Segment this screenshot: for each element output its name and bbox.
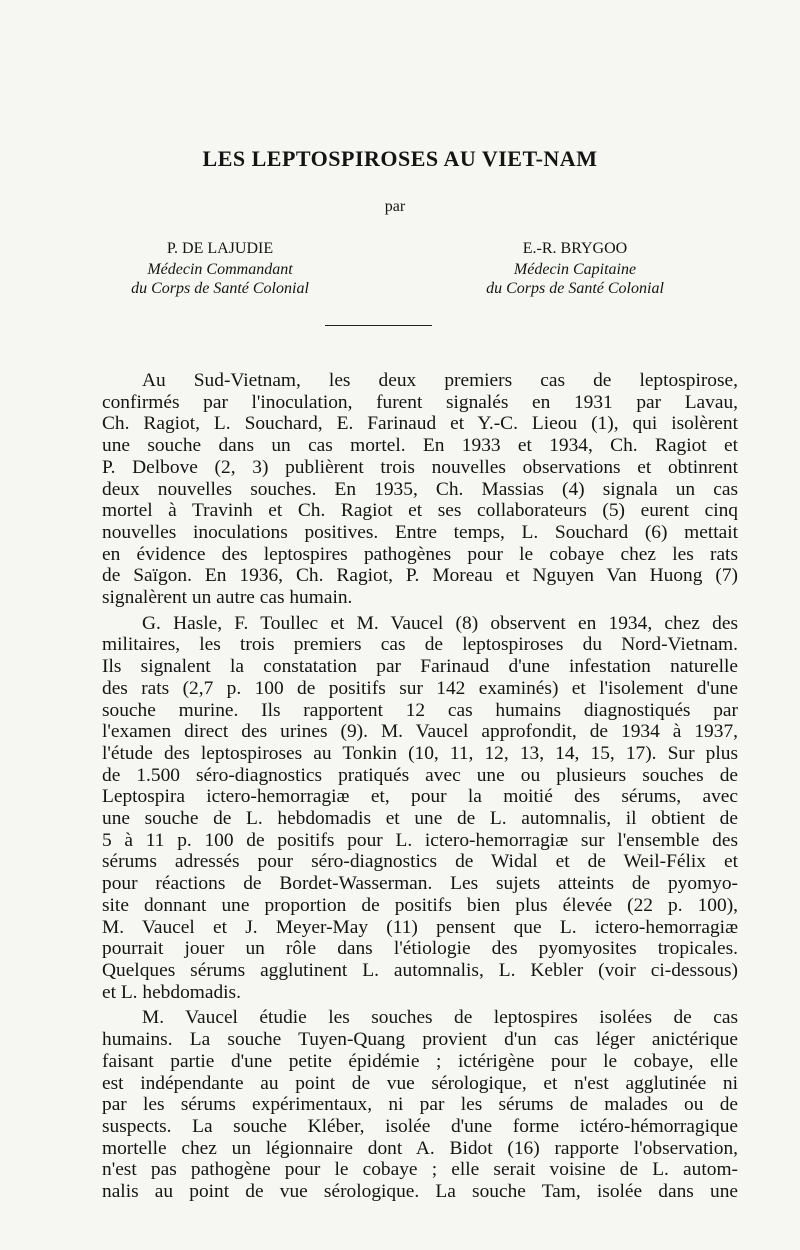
text-line: 5 à 11 p. 100 de positifs pour L. ictero-hemorragiæ sur l'ensemble des — [102, 829, 738, 851]
text-line: Ils signalent la constatation par Farinaud d'une infestation naturelle — [102, 656, 738, 678]
article-body — [62, 370, 738, 1203]
text-line: pourrait jouer un rôle dans l'étiologie des pyomyosites tropicales. — [102, 938, 738, 960]
separator-rule — [325, 325, 432, 326]
text-line: mortelle chez un légionnaire dont A. Bidot (16) rapporte l'observation, — [102, 1137, 738, 1159]
text-line: et L. hebdomadis. — [102, 981, 241, 1003]
text-line: par les sérums expérimentaux, ni par les sérums de malades ou de — [102, 1094, 738, 1116]
text-line: P. Delbove (2, 3) publièrent trois nouvelles observations et obtinrent — [102, 456, 738, 478]
text-line: l'étude des leptospiroses au Tonkin (10, 11, 12, 13, 14, 15, 17). Sur plus — [102, 742, 738, 764]
by-line: par — [384, 198, 406, 215]
author-corps: du Corps de Santé Colonial — [486, 280, 664, 297]
text-line: en évidence des leptospires pathogènes pour le cobaye chez les rats — [102, 543, 738, 565]
author-rank: Médecin Capitaine — [513, 261, 637, 278]
text-line: deux nouvelles souches. En 1935, Ch. Massias (4) signala un cas — [102, 478, 738, 500]
text-line: mortel à Travinh et Ch. Ragiot et ses collaborateurs (5) eurent cinq — [102, 500, 738, 522]
text-line: nalis au point de vue sérologique. La souche Tam, isolée dans une — [102, 1181, 738, 1203]
text-line: M. Vaucel et J. Meyer-May (11) pensent que L. ictero-hemorragiæ — [102, 916, 738, 938]
text-line: Leptospira ictero-hemorragiæ et, pour la moitié des sérums, avec — [102, 786, 738, 808]
text-line: M. Vaucel étudie les souches de leptospires isolées de cas — [142, 1007, 738, 1029]
paragraph-3 — [62, 1007, 738, 1202]
paragraph-1 — [62, 370, 738, 609]
text-line: confirmés par l'inoculation, furent signalés en 1931 par Lavau, — [102, 391, 738, 413]
text-line: Au Sud-Vietnam, les deux premiers cas de leptospirose, — [142, 370, 738, 391]
text-line: de Saïgon. En 1936, Ch. Ragiot, P. Moreau et Nguyen Van Huong (7) — [102, 565, 738, 587]
text-line: site donnant une proportion de positifs bien plus élevée (22 p. 100), — [102, 894, 738, 916]
text-line: l'examen direct des urines (9). M. Vaucel approfondit, de 1934 à 1937, — [102, 721, 738, 743]
article-title: LES LEPTOSPIROSES AU VIET-NAM — [202, 146, 598, 171]
text-line: suspects. La souche Kléber, isolée d'une forme ictéro-hémorragique — [102, 1115, 738, 1137]
text-line: pour réactions de Bordet-Wasserman. Les sujets atteints de pyomyo- — [102, 873, 738, 895]
author-name: P. DE LAJUDIE — [166, 240, 274, 257]
paragraph-2 — [62, 613, 738, 1004]
text-line: souche murine. Ils rapportent 12 cas humains diagnostiqués par — [102, 699, 738, 721]
text-line: humains. La souche Tuyen-Quang provient d'un cas léger anictérique — [102, 1029, 738, 1051]
text-line: une souche de L. hebdomadis et une de L. automnalis, il obtient de — [102, 808, 738, 830]
author-block-2 — [410, 238, 740, 298]
text-line: Quelques sérums agglutinent L. automnalis, L. Kebler (voir ci-dessous) — [102, 959, 738, 981]
text-line: n'est pas pathogène pour le cobaye ; elle serait voisine de L. autom- — [102, 1159, 738, 1181]
text-line: faisant partie d'une petite épidémie ; ictérigène pour le cobaye, elle — [102, 1050, 738, 1072]
text-line: sérums adressés pour séro-diagnostics de Widal et de Weil-Félix et — [102, 851, 738, 873]
author-block-1 — [55, 238, 385, 298]
author-rank: Médecin Commandant — [147, 261, 293, 278]
text-line: nouvelles inoculations positives. Entre temps, L. Souchard (6) mettait — [102, 521, 738, 543]
text-line: une souche dans un cas mortel. En 1933 et 1934, Ch. Ragiot et — [102, 435, 738, 457]
author-name: E.-R. BRYGOO — [522, 240, 628, 257]
text-line: Ch. Ragiot, L. Souchard, E. Farinaud et Y.-C. Lieou (1), qui isolèrent — [102, 413, 738, 435]
text-line: de 1.500 séro-diagnostics pratiqués avec une ou plusieurs souches de — [102, 764, 738, 786]
text-line: est indépendante au point de vue sérologique, et n'est agglutinée ni — [102, 1072, 738, 1094]
author-corps: du Corps de Santé Colonial — [131, 280, 309, 297]
text-line: militaires, les trois premiers cas de leptospiroses du Nord-Vietnam. — [102, 634, 738, 656]
text-line: des rats (2,7 p. 100 de positifs sur 142 examinés) et l'isolement d'une — [102, 677, 738, 699]
text-line: G. Hasle, F. Toullec et M. Vaucel (8) observent en 1934, chez des — [142, 612, 738, 634]
text-line: signalèrent un autre cas humain. — [102, 587, 353, 609]
